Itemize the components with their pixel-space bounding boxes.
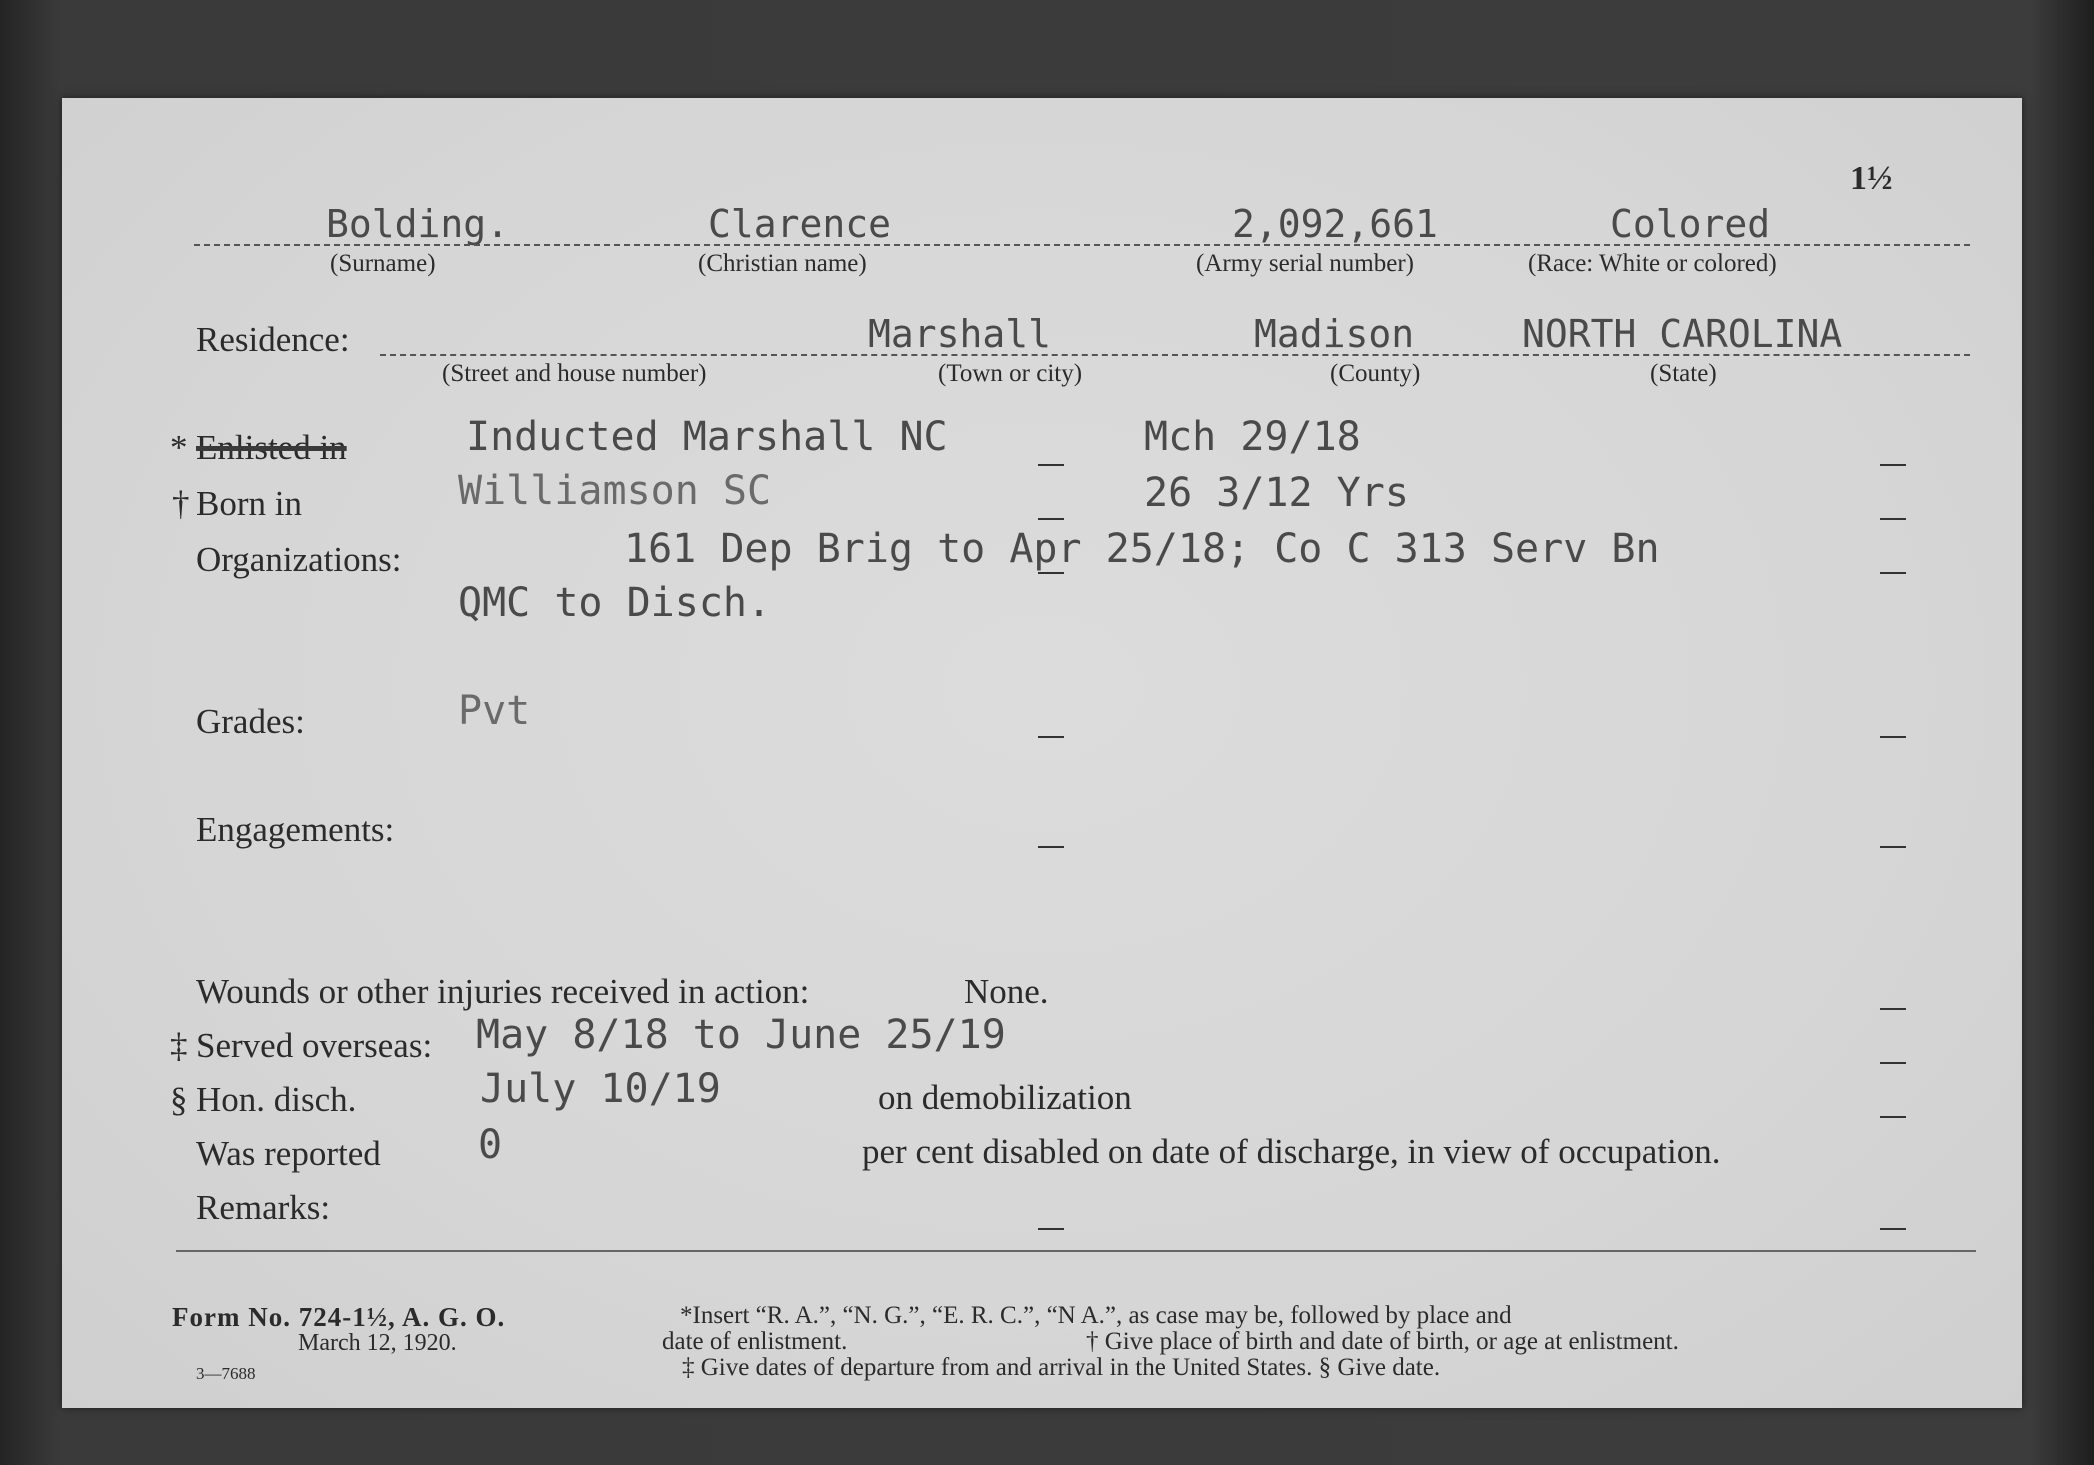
field-dash: [1038, 846, 1064, 848]
born-age-value: 26 3/12 Yrs: [1144, 470, 1409, 516]
field-dash: [1880, 518, 1906, 520]
reported-label: Was reported: [196, 1134, 381, 1173]
overseas-value: May 8/18 to June 25/19: [476, 1012, 1006, 1058]
enlisted-date-value: Mch 29/18: [1144, 414, 1361, 460]
field-dash: [1880, 464, 1906, 466]
remarks-label: Remarks:: [196, 1188, 331, 1227]
wounds-value: None.: [964, 972, 1049, 1011]
race-caption: (Race: White or colored): [1528, 250, 1777, 277]
organizations-line2: QMC to Disch.: [458, 580, 772, 626]
organizations-label: Organizations:: [196, 540, 402, 579]
form-number: Form No. 724-1½, A. G. O.: [172, 1302, 506, 1332]
county-value: Madison: [1254, 312, 1415, 356]
footnote-enlistment: *Insert “R. A.”, “N. G.”, “E. R. C.”, “N A.”, as case may be, followed by place and: [680, 1302, 1512, 1329]
discharge-marker: §: [170, 1080, 188, 1119]
race-value: Colored: [1610, 202, 1771, 246]
field-dash: [1880, 1228, 1906, 1230]
reported-value: 0: [478, 1122, 503, 1168]
field-dash: [1038, 1228, 1064, 1230]
born-label: Born in: [196, 484, 302, 523]
christian-name-value: Clarence: [708, 202, 892, 246]
name-row-line: [194, 244, 1970, 246]
enlisted-label: Enlisted in: [196, 428, 347, 467]
town-caption: (Town or city): [938, 360, 1083, 387]
enlisted-marker: *: [170, 428, 188, 467]
footnote-overseas: ‡ Give dates of departure from and arrival in the United States. § Give date.: [682, 1354, 1441, 1381]
footnote-enlistment-date: date of enlistment.: [662, 1328, 848, 1355]
reported-text: per cent disabled on date of discharge, in view of occupation.: [862, 1132, 1721, 1171]
engagements-label: Engagements:: [196, 810, 395, 849]
print-code: 3—7688: [196, 1364, 256, 1383]
field-dash: [1880, 1008, 1906, 1010]
discharge-reason: on demobilization: [878, 1078, 1132, 1117]
residence-line: [380, 354, 1970, 356]
town-value: Marshall: [868, 312, 1052, 356]
field-dash: [1038, 464, 1064, 466]
surname-value: Bolding.: [326, 202, 510, 246]
field-dash: [1880, 736, 1906, 738]
serial-number-value: 2,092,661: [1232, 202, 1438, 246]
county-caption: (County): [1330, 360, 1421, 387]
footnote-birth: † Give place of birth and date of birth, or age at enlistment.: [1086, 1328, 1679, 1355]
residence-label: Residence:: [196, 320, 350, 359]
field-dash: [1038, 518, 1064, 520]
service-record-card: [62, 98, 2022, 1408]
field-dash: [1038, 572, 1064, 574]
wounds-label: Wounds or other injuries received in action:: [196, 972, 810, 1011]
field-dash: [1880, 846, 1906, 848]
born-marker: †: [172, 484, 190, 523]
surname-caption: (Surname): [330, 250, 436, 277]
christian-name-caption: (Christian name): [698, 250, 867, 277]
serial-number-caption: (Army serial number): [1196, 250, 1414, 277]
grades-value: Pvt: [458, 688, 531, 734]
discharge-date-value: July 10/19: [480, 1066, 721, 1112]
field-dash: [1038, 736, 1064, 738]
footer-rule: [176, 1250, 1976, 1252]
street-caption: (Street and house number): [442, 360, 707, 387]
overseas-label: Served overseas:: [196, 1026, 433, 1065]
born-place-value: Williamson SC: [458, 468, 772, 514]
field-dash: [1880, 1116, 1906, 1118]
form-date: March 12, 1920.: [298, 1330, 457, 1356]
organizations-line1: 161 Dep Brig to Apr 25/18; Co C 313 Serv Bn: [624, 526, 1660, 572]
card-number: 1½: [1850, 160, 1893, 197]
field-dash: [1880, 572, 1906, 574]
overseas-marker: ‡: [170, 1026, 188, 1065]
grades-label: Grades:: [196, 702, 305, 741]
field-dash: [1880, 1062, 1906, 1064]
state-caption: (State): [1650, 360, 1717, 387]
discharge-label: Hon. disch.: [196, 1080, 357, 1119]
enlisted-place-value: Inducted Marshall NC: [466, 414, 948, 460]
state-value: NORTH CAROLINA: [1522, 312, 1843, 356]
